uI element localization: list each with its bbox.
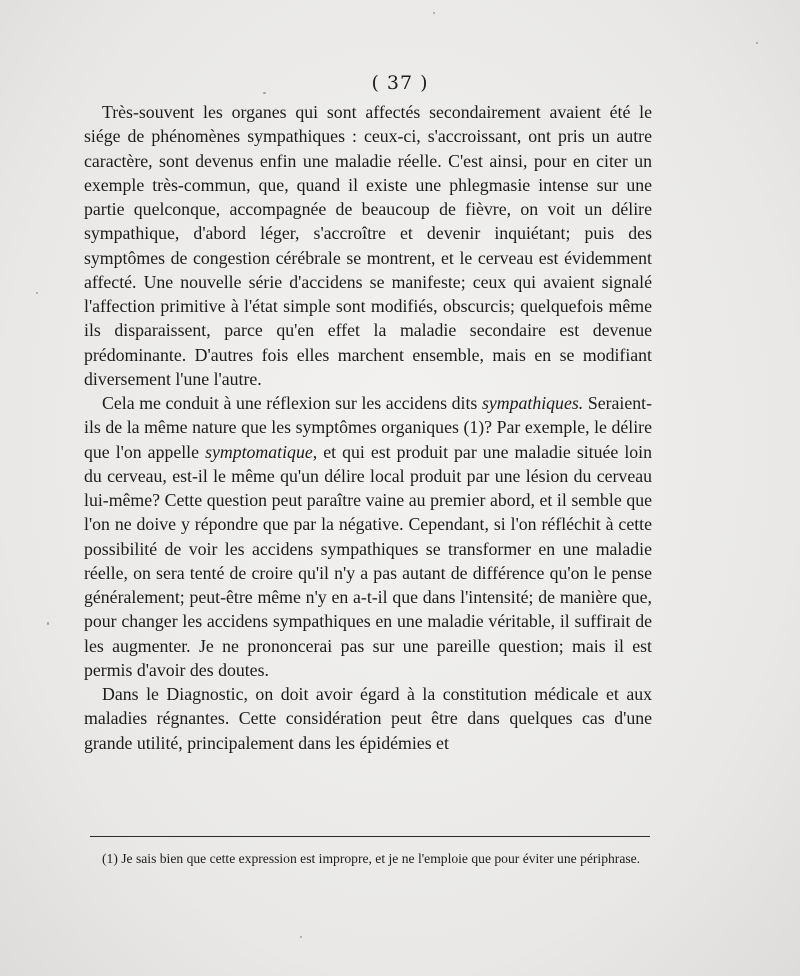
text-segment: Seraient-ils de la même nature que les symptômes organiques (1)? Par exemple, le délire que l'on appelle <box>84 393 652 462</box>
italic-text: symptomatique <box>205 441 313 462</box>
text-segment: Dans le Diagnostic, on doit avoir égard à la constitution médicale et aux maladies régnantes. Cette considération peut être dans quelques cas d'une grande utilité, principalement dans les épidémies et <box>84 684 652 753</box>
paper-speck <box>756 42 758 44</box>
paper-speck <box>300 936 302 938</box>
body-text <box>84 100 652 755</box>
footnote <box>84 848 652 870</box>
text-segment: Très-souvent les organes qui sont affectés secondairement avaient été le siége de phénomènes sympathiques : ceux-ci, s'accroissant, ont pris un autre caractère, sont devenus enfin une maladie réelle. C'est ainsi, pour en citer un exemple très-commun, que, quand il existe une phlegmasie intense sur une partie quelconque, accompagnée de beaucoup de fièvre, on voit un délire sympathique, d'abord léger, s'accroître et devenir inquiétant; puis des symptômes de congestion cérébrale se montrent, et le cerveau est évidemment affecté. Une nouvelle série d'accidens se manifeste; ceux qui avaient signalé l'affection primitive à l'état simple sont modifiés, obscurcis; quelquefois même ils disparaissent, parce qu'en effet la maladie secondaire est devenue prédominante. D'autres fois elles marchent ensemble, mais en se modifiant diversement l'une l'autre. <box>84 102 652 389</box>
paper-speck <box>263 92 266 94</box>
footnote-text: (1) Je sais bien que cette expression est impropre, et je ne l'emploie que pour éviter une périphrase. <box>102 851 641 866</box>
paragraph <box>84 682 652 755</box>
page-number: ( 37 ) <box>371 72 429 94</box>
paper-speck <box>433 12 435 14</box>
paragraph <box>84 391 652 682</box>
paragraph <box>84 100 652 391</box>
text-segment: , et qui est produit par une maladie située loin du cerveau, est-il le même qu'un délire local produit par une lésion du cerveau lui-même? Cette question peut paraître vaine au premier abord, et il semble que l'on ne doive y répondre que par la négative. Cependant, si l'on réfléchit à cette possibilité de voir les accidens sympathiques se transformer en une maladie réelle, on sera tenté de croire qu'il n'y a pas autant de différence qu'on le pense généralement; peut-être même n'y en a-t-il que dans l'intensité; de manière que, pour changer les accidens sympathiques en une maladie véritable, il suffirait de les augmenter. Je ne prononcerai pas sur une pareille question; mais il est permis d'avoir des doutes. <box>84 441 652 680</box>
italic-text: sympathiques. <box>481 393 584 413</box>
paper-speck <box>36 292 38 294</box>
paper-speck <box>47 622 49 625</box>
footnote-rule <box>90 836 650 837</box>
text-segment: Cela me conduit à une réflexion sur les accidens dits <box>102 393 482 413</box>
